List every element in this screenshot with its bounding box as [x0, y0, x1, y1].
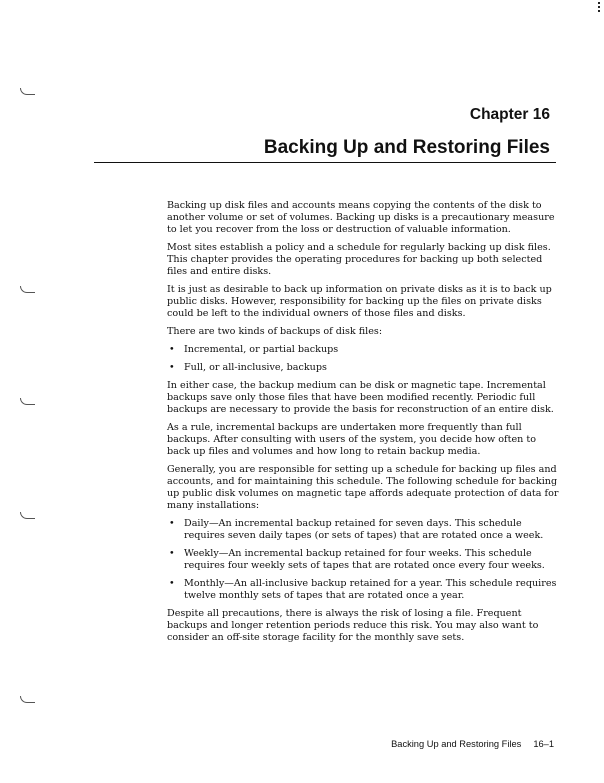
- chapter-label: Chapter 16: [469, 106, 550, 123]
- running-title: Backing Up and Restoring Files: [391, 739, 522, 749]
- bullet-icon: •: [169, 362, 175, 373]
- list-item: [167, 578, 559, 602]
- paragraph: There are two kinds of backups of disk files:: [167, 326, 383, 337]
- list-item: [167, 344, 559, 356]
- bullet-icon: •: [169, 344, 175, 355]
- binding-mark: [20, 398, 35, 405]
- title-rule: [94, 162, 556, 163]
- paragraph: As a rule, incremental backups are undertaken more frequently than full backups. After consulting with users of the system, you decide how often to back up files and volumes and how long to retain backup media.: [167, 422, 536, 457]
- chapter-body: [167, 200, 559, 650]
- binding-mark: [20, 696, 35, 703]
- bullet-icon: •: [169, 548, 175, 559]
- paragraph: It is just as desirable to back up information on private disks as it is to back up public disks. However, responsibility for backing up the files on private disks could be left to the individual owners of those files and disks.: [167, 284, 552, 319]
- list-item-text: Full, or all-inclusive, backups: [184, 362, 327, 373]
- binding-mark: [20, 286, 35, 293]
- list-item-text: Daily—An incremental backup retained for seven days. This schedule requires seven daily tapes (or sets of tapes) that are rotated once a week.: [184, 518, 544, 541]
- backup-kinds-list: [167, 344, 559, 374]
- bullet-icon: •: [169, 518, 175, 529]
- list-item-text: Monthly—An all-inclusive backup retained for a year. This schedule requires twelve monthly sets of tapes that are rotated once a year.: [184, 578, 557, 601]
- list-item: [167, 362, 559, 374]
- paragraph: In either case, the backup medium can be disk or magnetic tape. Incremental backups save only those files that have been modified recently. Periodic full backups are necessary to provide the basis for reconstruction of an entire disk.: [167, 380, 554, 415]
- list-item-text: Incremental, or partial backups: [184, 344, 339, 355]
- paragraph: Generally, you are responsible for setting up a schedule for backing up files and accounts, and for maintaining this schedule. The following schedule for backing up public disk volumes on magnetic tape affords adequate protection of data for many installations:: [167, 464, 559, 511]
- paragraph: Backing up disk files and accounts means copying the contents of the disk to another volume or set of volumes. Backing up disks is a precautionary measure to let you recover from the loss or destruction of valuable information.: [167, 200, 555, 235]
- paragraph: Most sites establish a policy and a schedule for regularly backing up disk files. This chapter provides the operating procedures for backing up both selected files and entire disks.: [167, 242, 551, 277]
- scan-corner-mark: [598, 2, 603, 12]
- list-item: [167, 518, 559, 542]
- bullet-icon: •: [169, 578, 175, 589]
- list-item: [167, 548, 559, 572]
- paragraph: Despite all precautions, there is always the risk of losing a file. Frequent backups and longer retention periods reduce this risk. You may also want to consider an off-site storage facility for the monthly save sets.: [167, 608, 539, 643]
- chapter-title: Backing Up and Restoring Files: [263, 137, 550, 158]
- binding-mark: [20, 512, 35, 519]
- binding-mark: [20, 88, 35, 95]
- list-item-text: Weekly—An incremental backup retained for four weeks. This schedule requires four weekly sets of tapes that are rotated once every four weeks.: [184, 548, 545, 571]
- backup-schedule-list: [167, 518, 559, 602]
- page-number: 16–1: [533, 739, 554, 749]
- page-footer: [391, 739, 554, 749]
